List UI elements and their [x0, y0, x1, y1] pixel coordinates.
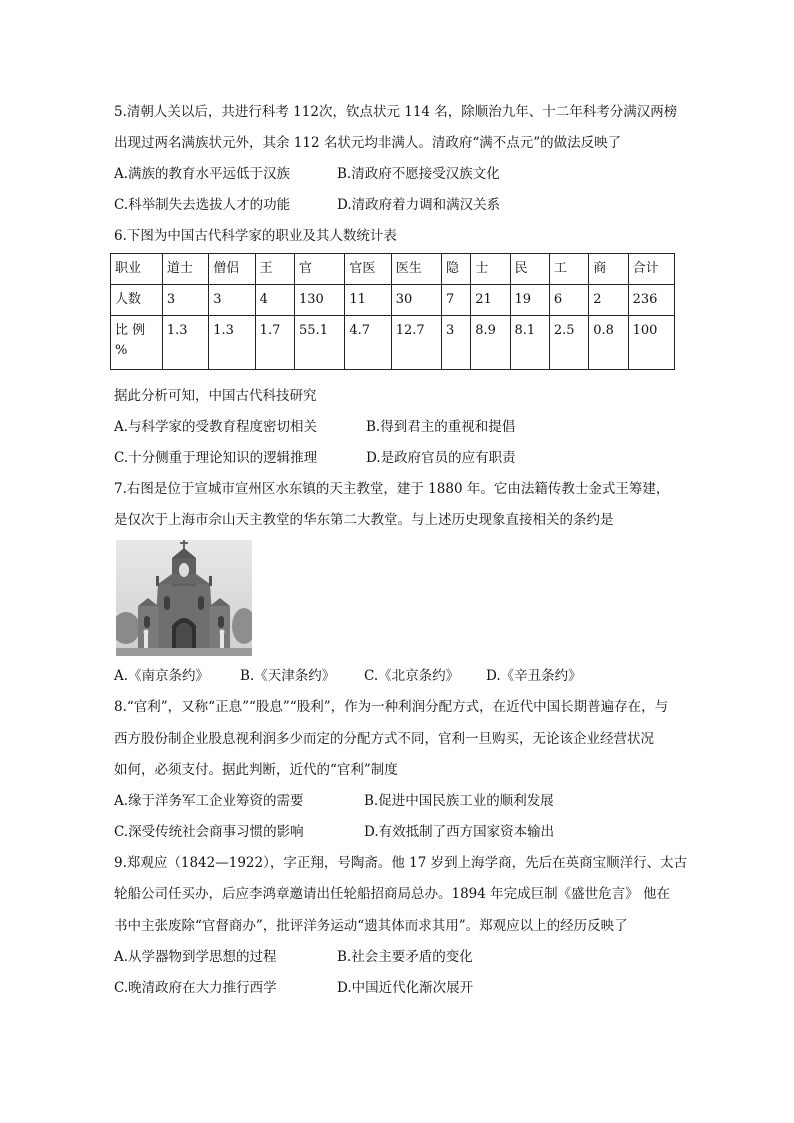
- table-cell: 55.1: [295, 316, 345, 370]
- table-header-row: [111, 254, 675, 285]
- q5-option-c: C.科举制失去选拔人才的功能: [114, 197, 291, 213]
- table-cell: 官医: [345, 254, 391, 285]
- table-cell: 僧侣: [209, 254, 255, 285]
- q6-after-text: 据此分析可知，中国古代科技研究: [114, 388, 317, 404]
- table-cell: 8.9: [471, 316, 510, 370]
- table-cell: 4: [255, 285, 294, 316]
- q8-option-c: C.深受传统社会商事习惯的影响: [114, 824, 304, 840]
- q9-stem-line2: 轮船公司任买办，后应李鸿章邀请出任轮船招商局总办。1894 年完成巨制《盛世危言》 他在: [114, 886, 670, 902]
- table-cell: 1.7: [255, 316, 294, 370]
- table-cell: 11: [345, 285, 391, 316]
- table-cell: 1.3: [162, 316, 208, 370]
- table-ratio-row: [111, 316, 675, 370]
- scientist-occupation-table: [110, 253, 675, 370]
- q8-stem-line3: 如何，必须支付。据此判断，近代的“官利”制度: [114, 762, 398, 778]
- table-cell: 21: [471, 285, 510, 316]
- table-cell: 19: [510, 285, 549, 316]
- q5-option-d: D.清政府着力调和满汉关系: [337, 197, 501, 213]
- q7-option-b: B.《天津条约》: [240, 668, 336, 684]
- table-cell: 商: [589, 254, 628, 285]
- table-cell: 士: [471, 254, 510, 285]
- table-cell: 隐: [442, 254, 471, 285]
- table-cell: 医生: [391, 254, 441, 285]
- table-cell: 职业: [111, 254, 163, 285]
- table-cell: 6: [549, 285, 588, 316]
- table-cell: 工: [549, 254, 588, 285]
- q6-option-a: A.与科学家的受教育程度密切相关: [114, 419, 318, 435]
- ratio-label-a: 比 例: [115, 323, 146, 338]
- q8-option-d: D.有效抵制了西方国家资本输出: [364, 824, 555, 840]
- table-cell: 3: [162, 285, 208, 316]
- table-cell: 236: [628, 285, 674, 316]
- q6-option-c: C.十分侧重于理论知识的逻辑推理: [114, 450, 318, 466]
- table-cell: 100: [628, 316, 674, 370]
- table-cell: 2: [589, 285, 628, 316]
- table-cell: 2.5: [549, 316, 588, 370]
- q6-stem: 6.下图为中国古代科学家的职业及其人数统计表: [114, 228, 397, 244]
- church-photo: [116, 540, 252, 656]
- table-cell: 1.3: [209, 316, 255, 370]
- q9-option-d: D.中国近代化渐次展开: [337, 980, 474, 996]
- q9-option-b: B.社会主要矛盾的变化: [337, 949, 473, 965]
- table-cell: 130: [295, 285, 345, 316]
- q7-option-d: D.《辛丑条约》: [486, 668, 582, 684]
- q5-option-b: B.清政府不愿接受汉族文化: [337, 166, 500, 182]
- table-cell: 王: [255, 254, 294, 285]
- table-cell: 0.8: [589, 316, 628, 370]
- table-cell: 12.7: [391, 316, 441, 370]
- q6-option-d: D.是政府官员的应有职责: [366, 450, 516, 466]
- table-cell: 3: [209, 285, 255, 316]
- q7-option-c: C.《北京条约》: [364, 668, 460, 684]
- q7-stem-line1: 7.右图是位于宣城市宣州区水东镇的天主教堂，建于 1880 年。它由法籍传教士金式王筹建，: [114, 481, 670, 497]
- q9-option-c: C.晚清政府在大力推行西学: [114, 980, 277, 996]
- table-cell: 道士: [162, 254, 208, 285]
- table-cell: 官: [295, 254, 345, 285]
- q9-option-a: A.从学器物到学思想的过程: [114, 949, 277, 965]
- q8-stem-line2: 西方股份制企业股息视利润多少而定的分配方式不同，官利一旦购买，无论该企业经营状况: [114, 731, 654, 747]
- q9-stem-line3: 书中主张废除“官督商办”，批评洋务运动“遗其体而求其用”。郑观应以上的经历反映了: [114, 918, 628, 934]
- table-cell: 民: [510, 254, 549, 285]
- q5-option-a: A.满族的教育水平远低于汉族: [114, 166, 291, 182]
- q6-option-b: B.得到君主的重视和提倡: [366, 419, 516, 435]
- table-cell: 3: [442, 316, 471, 370]
- table-cell: 8.1: [510, 316, 549, 370]
- q5-stem-line1: 5.清朝人关以后，共进行科考 112次，钦点状元 114 名，除顺治九年、十二年科考分满汉两榜: [114, 104, 678, 120]
- q8-stem-line1: 8.“官利”，又称“正息”“股息”“股利”，作为一种利润分配方式，在近代中国长期普遍存在，与: [114, 699, 669, 715]
- q8-option-a: A.缘于洋务军工企业筹资的需要: [114, 793, 304, 809]
- q7-option-a: A.《南京条约》: [114, 668, 210, 684]
- q5-stem-line2: 出现过两名满族状元外，其余 112 名状元均非满人。清政府“满不点元”的做法反映了: [114, 135, 622, 151]
- table-cell: 人数: [111, 285, 163, 316]
- table-count-row: [111, 285, 675, 316]
- q7-stem-line2: 是仅次于上海市佘山天主教堂的华东第二大教堂。与上述历史现象直接相关的条约是: [114, 512, 614, 528]
- table-cell: [111, 316, 163, 370]
- table-cell: 4.7: [345, 316, 391, 370]
- table-cell: 7: [442, 285, 471, 316]
- table-cell: 30: [391, 285, 441, 316]
- q8-option-b: B.促进中国民族工业的顺利发展: [364, 793, 554, 809]
- q9-stem-line1: 9.郑观应（1842—1922），字正翔，号陶斋。他 17 岁到上海学商，先后在英商宝顺洋行、太古: [114, 855, 688, 871]
- table-cell: 合计: [628, 254, 674, 285]
- ratio-label-b: %: [115, 343, 128, 358]
